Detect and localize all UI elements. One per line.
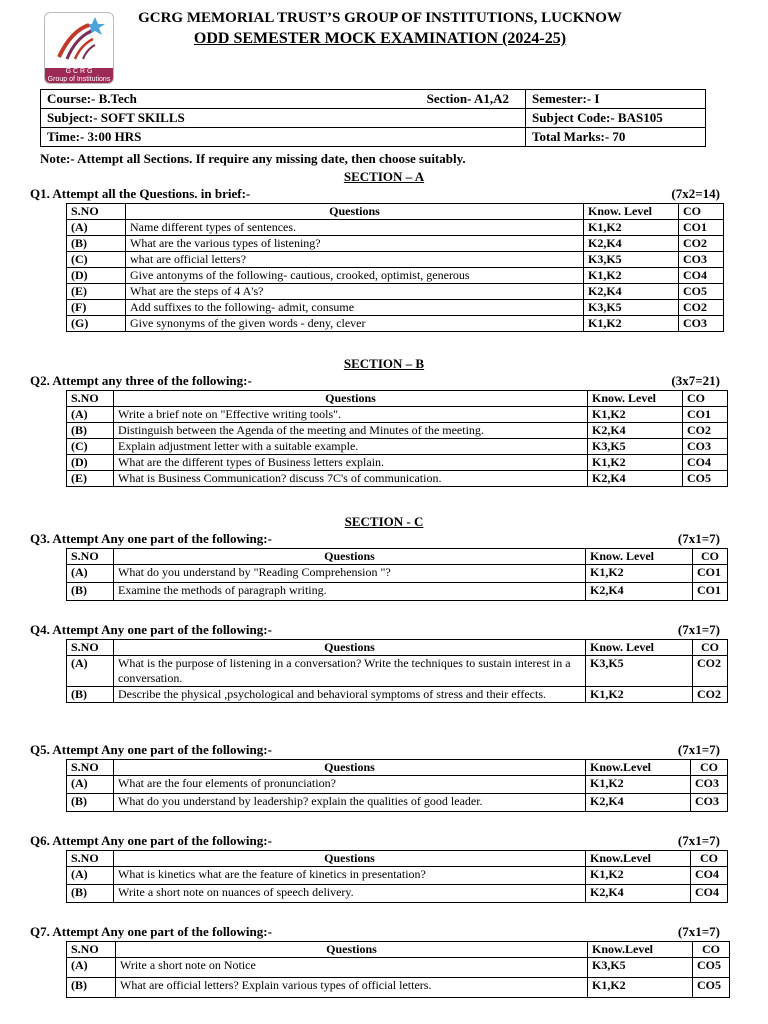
row-co: CO4 [691,885,728,903]
row-sno: (A) [67,776,114,794]
time: Time:- 3:00 HRS [41,128,526,147]
row-co: CO3 [691,776,728,794]
row-question: Give antonyms of the following- cautious, crooked, optimist, generous [126,268,584,284]
row-level: K3,K5 [588,958,693,978]
row-level: K2,K4 [588,423,683,439]
row-co: CO5 [693,978,730,998]
q5-heading: Q5. Attempt Any one part of the following:- [30,742,272,757]
row-question: Add suffixes to the following- admit, consume [126,300,584,316]
table-header-row [67,640,728,656]
row-sno: (C) [67,439,114,455]
col-questions: Questions [114,640,586,656]
row-sno: (D) [67,268,126,284]
row-sno: (B) [67,978,116,998]
row-level: K3,K5 [584,252,679,268]
row-sno: (A) [67,656,114,687]
table-row [67,284,724,300]
row-question: Describe the physical ,psychological and behavioral symptoms of stress and their effects. [114,687,586,703]
q6-marks: (7x1=7) [677,833,720,848]
row-question: Explain adjustment letter with a suitable example. [114,439,588,455]
row-level: K2,K4 [584,284,679,300]
row-sno: (C) [67,252,126,268]
logo-emblem-icon [45,13,113,68]
row-sno: (B) [67,794,114,812]
row-level: K1,K2 [588,407,683,423]
total-marks: Total Marks:- 70 [526,128,706,147]
row-level: K3,K5 [588,439,683,455]
subject-code: Subject Code:- BAS105 [526,109,706,128]
course: Course:- B.Tech [47,91,137,106]
row-co: CO4 [679,268,724,284]
row-question: What is Business Communication? discuss 7C's of communication. [114,471,588,487]
row-level: K1,K2 [584,220,679,236]
col-sno: S.NO [67,851,114,867]
section-c-title: SECTION - C [344,514,424,529]
col-questions: Questions [114,760,586,776]
row-sno: (E) [67,471,114,487]
row-question: What are the four elements of pronunciation? [114,776,586,794]
row-co: CO3 [691,794,728,812]
table-row [67,439,728,455]
instructions-note: Note:- Attempt all Sections. If require any missing date, then choose suitably. [40,151,466,166]
table-row [67,885,728,903]
row-level: K1,K2 [588,455,683,471]
row-level: K1,K2 [586,565,693,583]
row-question: Distinguish between the Agenda of the meeting and Minutes of the meeting. [114,423,588,439]
col-co: CO [683,391,728,407]
table-row [67,794,728,812]
section-b-title: SECTION – B [343,356,425,371]
row-co: CO5 [679,284,724,300]
table-header-row [67,942,730,958]
col-level: Know.Level [586,760,691,776]
row-level: K1,K2 [586,776,691,794]
row-sno: (A) [67,867,114,885]
table-row [67,776,728,794]
row-sno: (B) [67,885,114,903]
row-sno: (G) [67,316,126,332]
logo-text: G C R G [65,68,93,75]
row-co: CO5 [693,958,730,978]
row-question: What do you understand by "Reading Comprehension "? [114,565,586,583]
col-co: CO [693,942,730,958]
q3-marks: (7x1=7) [677,531,720,546]
row-level: K2,K4 [584,236,679,252]
table-row [67,220,724,236]
row-sno: (B) [67,687,114,703]
row-question: Examine the methods of paragraph writing. [114,583,586,601]
row-level: K1,K2 [586,867,691,885]
q3-heading: Q3. Attempt Any one part of the following:- [30,531,272,546]
row-level: K2,K4 [586,794,691,812]
row-co: CO1 [683,407,728,423]
college-logo [44,12,114,84]
row-level: K1,K2 [584,268,679,284]
row-co: CO4 [691,867,728,885]
row-sno: (B) [67,236,126,252]
col-questions: Questions [114,851,586,867]
q4-table [66,639,728,703]
row-co: CO1 [693,583,728,601]
row-co: CO1 [679,220,724,236]
row-co: CO1 [693,565,728,583]
table-row [67,252,724,268]
table-header-row [67,204,724,220]
row-co: CO2 [679,236,724,252]
row-co: CO3 [679,252,724,268]
col-co: CO [679,204,724,220]
col-level: Know.Level [586,851,691,867]
col-questions: Questions [116,942,588,958]
row-question: What are the different types of Business letters explain. [114,455,588,471]
row-level: K3,K5 [586,656,693,687]
q4-marks: (7x1=7) [677,622,720,637]
logo-subtext: Group of Institutions [47,76,111,83]
row-co: CO2 [693,656,728,687]
table-header-row [67,391,728,407]
table-row [67,583,728,601]
row-sno: (E) [67,284,126,300]
col-level: Know. Level [584,204,679,220]
col-questions: Questions [114,549,586,565]
section-a-title: SECTION – A [343,169,425,184]
table-row [67,687,728,703]
q2-table [66,390,728,487]
table-row [67,565,728,583]
row-co: CO4 [683,455,728,471]
row-co: CO3 [679,316,724,332]
institution-name: GCRG MEMORIAL TRUST’S GROUP OF INSTITUTIONS, LUCKNOW [138,10,622,26]
col-sno: S.NO [67,760,114,776]
row-question: What are the steps of 4 A's? [126,284,584,300]
col-level: Know. Level [588,391,683,407]
q7-heading: Q7. Attempt Any one part of the following:- [30,924,272,939]
row-sno: (A) [67,565,114,583]
row-sno: (B) [67,583,114,601]
col-co: CO [693,640,728,656]
q6-heading: Q6. Attempt Any one part of the following:- [30,833,272,848]
table-header-row [67,549,728,565]
section: Section- A1,A2 [426,91,509,106]
table-row [67,316,724,332]
course-cell [41,90,526,109]
row-sno: (B) [67,423,114,439]
row-co: CO2 [693,687,728,703]
row-question: Give synonyms of the given words - deny, clever [126,316,584,332]
q5-marks: (7x1=7) [677,742,720,757]
col-sno: S.NO [67,549,114,565]
col-level: Know. Level [586,640,693,656]
table-header-row [67,760,728,776]
table-row [67,656,728,687]
q1-heading: Q1. Attempt all the Questions. in brief:- [30,186,251,201]
course-info-table [40,89,706,147]
row-co: CO5 [683,471,728,487]
q1-table [66,203,724,332]
semester: Semester:- I [526,90,706,109]
table-row [67,236,724,252]
row-level: K2,K4 [586,583,693,601]
col-questions: Questions [126,204,584,220]
col-level: Know.Level [588,942,693,958]
row-sno: (A) [67,407,114,423]
table-row [67,423,728,439]
q2-heading: Q2. Attempt any three of the following:- [30,373,252,388]
subject: Subject:- SOFT SKILLS [41,109,526,128]
table-row [67,471,728,487]
col-sno: S.NO [67,942,116,958]
row-question: Write a short note on Notice [116,958,588,978]
row-level: K1,K2 [584,316,679,332]
row-question: What do you understand by leadership? explain the qualities of good leader. [114,794,586,812]
table-row [67,407,728,423]
col-sno: S.NO [67,204,126,220]
row-co: CO3 [683,439,728,455]
col-questions: Questions [114,391,588,407]
row-level: K2,K4 [588,471,683,487]
table-row [67,958,730,978]
table-row [67,268,724,284]
row-sno: (A) [67,220,126,236]
col-co: CO [691,760,728,776]
row-level: K1,K2 [586,687,693,703]
row-sno: (F) [67,300,126,316]
table-header-row [67,851,728,867]
row-question: Write a short note on nuances of speech delivery. [114,885,586,903]
table-row [67,978,730,998]
exam-title: ODD SEMESTER MOCK EXAMINATION (2024-25) [193,30,567,47]
row-question: what are official letters? [126,252,584,268]
col-sno: S.NO [67,391,114,407]
col-co: CO [693,549,728,565]
row-question: What is kinetics what are the feature of kinetics in presentation? [114,867,586,885]
table-row [67,455,728,471]
q7-marks: (7x1=7) [677,924,720,939]
q5-table [66,759,728,812]
q3-table [66,548,728,601]
col-sno: S.NO [67,640,114,656]
row-co: CO2 [679,300,724,316]
col-co: CO [691,851,728,867]
q6-table [66,850,728,903]
table-row [67,867,728,885]
q1-marks: (7x2=14) [671,186,720,201]
q2-marks: (3x7=21) [671,373,720,388]
row-level: K2,K4 [586,885,691,903]
row-question: Write a brief note on "Effective writing tools". [114,407,588,423]
row-level: K1,K2 [588,978,693,998]
table-row [67,300,724,316]
row-question: What are the various types of listening? [126,236,584,252]
q4-heading: Q4. Attempt Any one part of the following:- [30,622,272,637]
q7-table [66,941,730,998]
row-question: Name different types of sentences. [126,220,584,236]
col-level: Know. Level [586,549,693,565]
row-sno: (D) [67,455,114,471]
row-level: K3,K5 [584,300,679,316]
row-question: What are official letters? Explain various types of official letters. [116,978,588,998]
row-question: What is the purpose of listening in a conversation? Write the techniques to sustain interest in a conversation. [114,656,586,687]
row-co: CO2 [683,423,728,439]
row-sno: (A) [67,958,116,978]
